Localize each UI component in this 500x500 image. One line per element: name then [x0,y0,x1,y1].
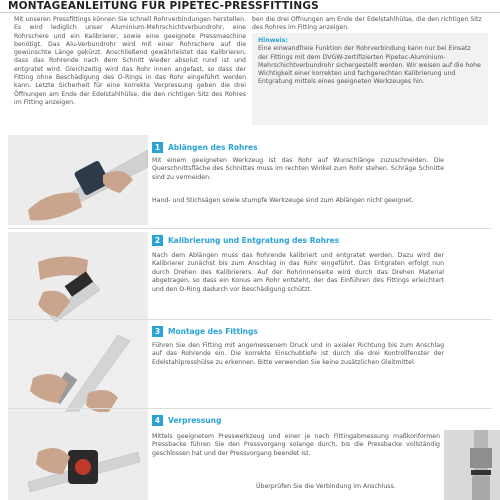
step-3-number: 3 [152,326,163,337]
photo-pressed-fitting-detail [444,430,500,500]
step-4-title: Verpressung [168,416,222,425]
intro-paragraph: Mit unseren Pressfittings können Sie schnell Rohrverbindungen herstellen. Es wird lediglich unser Aluminium-Mehrschichtverbundrohr, eine Rohrschere und ein Kalibrierer, sowie eine geeignete Pressmaschine benötigt. Das Alu-Verbundrohr wird mit einer Rohrschere auf die gewünschte Länge gekürzt. Anschließend gewährleistet das Kalibrieren, dass das Rohrende nach dem Schnitt wieder absolut rund ist und entgratet wird. Gleichzeitig wird das Rohr innen angefast, so dass der Fitting ohne Beschädigung des O-Rings in das Rohr eingeführt werden kann. Letzte Sicherheit für eine korrekte Verpressung geben die drei Öffnungen am Ende der Edelstahlhülse, die den richtigen Sitz des Rohres im Fitting anzeigen. [14,16,246,106]
hint-text: Eine einwandfreie Funktion der Rohrverbindung kann nur bei Einsatz der Fittings mit dem DVGW-zertifizierten Pipetec-Aluminium-Mehrschichtverbundrohr sichergestellt werden. Wir weisen auf die hohe Wichtigkeit einer korrekten und fachgerechten Kalibrierung und Entgratung mittels eines geeigneten Werkzeuges hin. [258,45,481,86]
page-title: MONTAGEANLEITUNG FÜR PIPETEC-PRESSFITTINGS [8,0,319,12]
photo-cutting-pipe [8,135,148,225]
photo-calibrating-pipe [8,232,148,324]
step-3-text: Führen Sie den Fitting mit angemessenem Druck und in axialer Richtung bis zum Anschlag auf das Rohrende ein. Die korrekte Einschubtiefe ist durch die drei Kontrollfenster der Edelstahlpresshülse zu erkennen. Bitte verwenden Sie keine zusätzlichen Gleitmittel. [152,342,444,366]
intro-text [14,16,246,134]
step-1-text: Mit einem geeigneten Werkzeug ist das Rohr auf Wunschlänge zuzuschneiden. Die Querschnittsfläche des Schnittes muss im rechten Winkel zum Rohr stehen. Schräge Schnitte sind zu vermeiden. [152,157,444,181]
hint-title: Hinweis: [258,37,288,44]
step-1-title: Ablängen des Rohres [168,143,258,152]
step-4-text: Mittels geeignetem Presswerkzeug und einer je nach Fittingabmessung maßkonformen Pressbacke führen Sie den Pressvorgang solange durch, bis die Pressbacke vollständig geschlossen hat und der Pressvorgang beendet ist. [152,433,440,457]
title-divider [0,12,500,13]
photo-pressing-fitting [8,412,148,500]
step-1-number: 1 [152,142,163,153]
section-divider [8,228,492,229]
step-2-number: 2 [152,235,163,246]
step-1-note: Hand- und Stichsägen sowie stumpfe Werkzeuge sind zum Ablängen nicht geeignet. [152,197,414,204]
step-4-number: 4 [152,415,163,426]
photo-mounting-fitting [8,323,148,415]
step-2-text: Nach dem Ablängen muss das Rohrende kalibriert und entgratet werden. Dazu wird der Kalibrierer zunächst bis zum Anschlag in das Rohr eingeführt. Das Entgraten erfolgt nun durch Drehen des Kalibrierers. Auf der Rohrinnenseite wird durch das Drehen Material abgetragen, so dass ein Konus am Rohr entsteht, der das Einführen des Fittings erleichtert und den O-Ring dadurch vor Beschädigung schützt. [152,252,444,293]
step-3-title: Montage des Fittings [168,327,258,336]
hint-box [252,33,488,125]
step-2-title: Kalibrierung und Entgratung des Rohres [168,236,340,245]
intro-continued: ben die drei Öffnungen am Ende der Edelstahlhülse, die den richtigen Sitz des Rohres im Fitting anzeigen. [252,16,482,32]
section-divider [8,408,492,409]
step-4-note: Überprüfen Sie die Verbindung im Anschluss. [256,483,396,490]
section-divider [8,319,492,320]
